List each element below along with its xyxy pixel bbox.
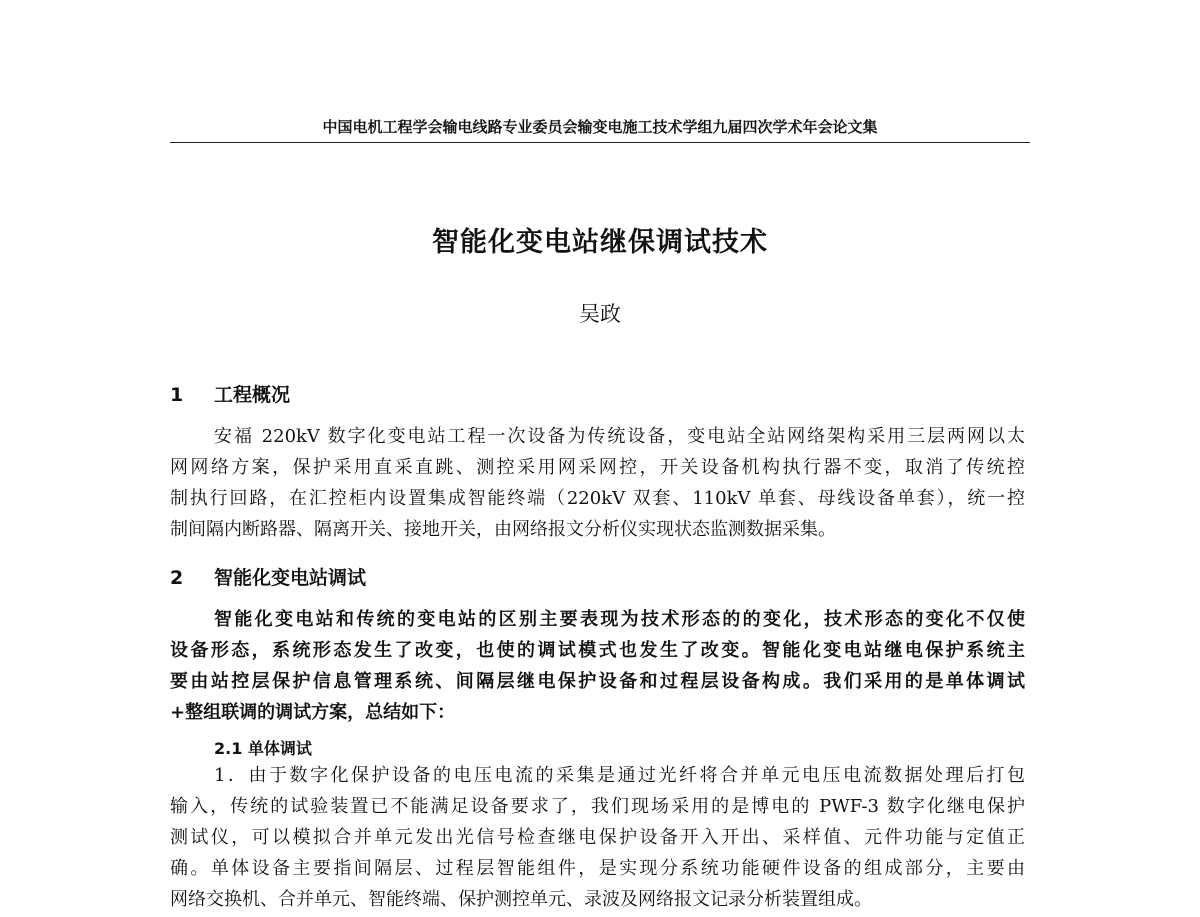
- paragraph-line: 要由站控层保护信息管理系统、间隔层继电保护设备和过程层设备构成。我们采用的是单体调试: [170, 671, 1025, 692]
- section-2-heading: [170, 563, 366, 590]
- section-number: 2: [170, 567, 184, 589]
- paragraph-line: 网网络方案，保护采用直采直跳、测控采用网采网控，开关设备机构执行器不变，取消了传统控: [170, 457, 1025, 478]
- paragraph-line: 网络交换机、合并单元、智能终端、保护测控单元、录波及网络报文记录分析装置组成。: [170, 889, 872, 910]
- paragraph-line: 智能化变电站和传统的变电站的区别主要表现为技术形态的的变化，技术形态的变化不仅使: [214, 609, 1025, 630]
- section-title: 工程概况: [214, 384, 291, 406]
- paragraph-line: 1．由于数字化保护设备的电压电流的采集是通过光纤将合并单元电压电流数据处理后打包: [214, 765, 1025, 786]
- subsection-heading: 2.1 单体调试: [214, 739, 312, 758]
- paragraph-line: 制执行回路，在汇控柜内设置集成智能终端（220kV 双套、110kV 单套、母线设备单套），统一控: [170, 488, 1025, 509]
- paragraph-line: 测试仪，可以模拟合并单元发出光信号检查继电保护设备开入开出、采样值、元件功能与定值正: [170, 827, 1025, 848]
- header-rule: [170, 142, 1030, 143]
- running-header: 中国电机工程学会输电线路专业委员会输变电施工技术学组九届四次学术年会论文集: [322, 118, 878, 136]
- paragraph-line: 制间隔内断路器、隔离开关、接地开关，由网络报文分析仪实现状态监测数据采集。: [170, 519, 836, 540]
- section-1-heading: [170, 380, 290, 407]
- paragraph-line: 输入，传统的试验装置已不能满足设备要求了，我们现场采用的是博电的 PWF-3 数字化继电保护: [170, 796, 1025, 817]
- paragraph-line: 设备形态，系统形态发生了改变，也使的调试模式也发生了改变。智能化变电站继电保护系统主: [170, 640, 1025, 661]
- paper-title: 智能化变电站继保调试技术: [432, 227, 768, 258]
- section-title: 智能化变电站调试: [214, 567, 367, 589]
- author: 吴政: [579, 302, 621, 326]
- paragraph-line: 确。单体设备主要指间隔层、过程层智能组件，是实现分系统功能硬件设备的组成部分，主要由: [170, 858, 1025, 879]
- section-number: 1: [170, 384, 184, 406]
- paragraph-line: +整组联调的调试方案，总结如下：: [170, 702, 456, 723]
- paragraph-line: 安福 220kV 数字化变电站工程一次设备为传统设备，变电站全站网络架构采用三层两网以太: [214, 426, 1025, 447]
